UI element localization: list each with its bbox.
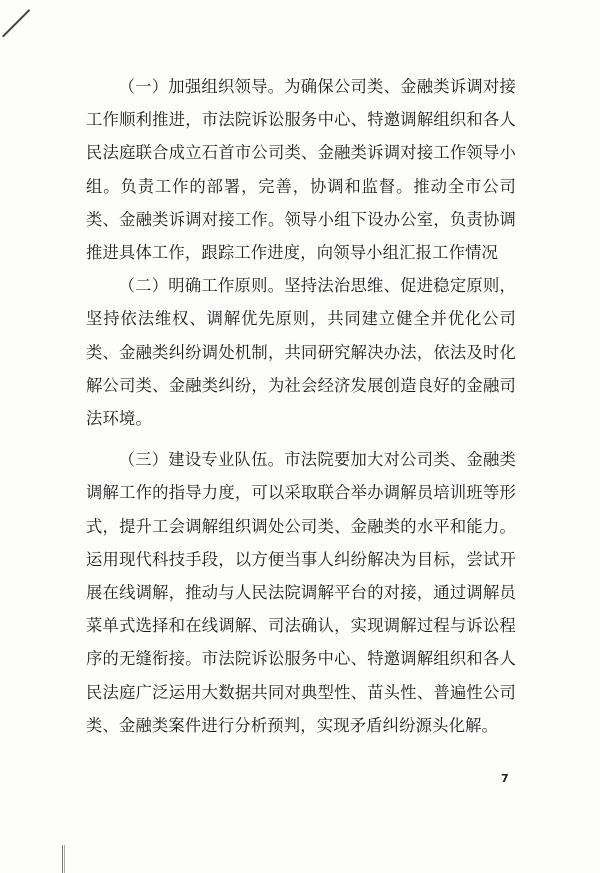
body-text xyxy=(86,70,516,742)
scan-corner-mark xyxy=(2,9,30,37)
page-number: 7 xyxy=(501,772,509,785)
scan-binding-line xyxy=(62,845,63,873)
scan-binding-line-secondary xyxy=(64,845,65,873)
paragraph-organization: （一）加强组织领导。为确保公司类、金融类诉调对接工作顺利推进，市法院诉讼服务中心、特邀调解组织和各人民法庭联合成立石首市公司类、金融类诉调对接工作领导小组。负责工作的部署，完善，协调和监督。推动全市公司类、金融类诉调对接工作。领导小组下设办公室，负责协调推进具体工作，跟踪工作进度，向领导小组汇报工作情况 xyxy=(86,77,516,263)
paragraph-principles: （二）明确工作原则。坚持法治思维、促进稳定原则，坚持依法维权、调解优先原则，共同建立健全并优化公司类、金融类纠纷调处机制，共同研究解决办法，依法及时化解公司类、金融类纠纷，为社会经济发展创造良好的金融司法环境。 xyxy=(86,276,516,429)
paragraph-team: （三）建设专业队伍。市法院要加大对公司类、金融类调解工作的指导力度，可以采取联合举办调解员培训班等形式，提升工会调解组织调处公司类、金融类的水平和能力。运用现代科技手段，以方便当事人纠纷解决为目标，尝试开展在线调解，推动与人民法院调解平台的对接，通过调解员菜单式选择和在线调解、司法确认，实现调解过程与诉讼程序的无缝衔接。市法院诉讼服务中心、特邀调解组织和各人民法庭广泛运用大数据共同对典型性、苗头性、普遍性公司类、金融类案件进行分析预判，实现矛盾纠纷源头化解。 xyxy=(86,450,516,735)
